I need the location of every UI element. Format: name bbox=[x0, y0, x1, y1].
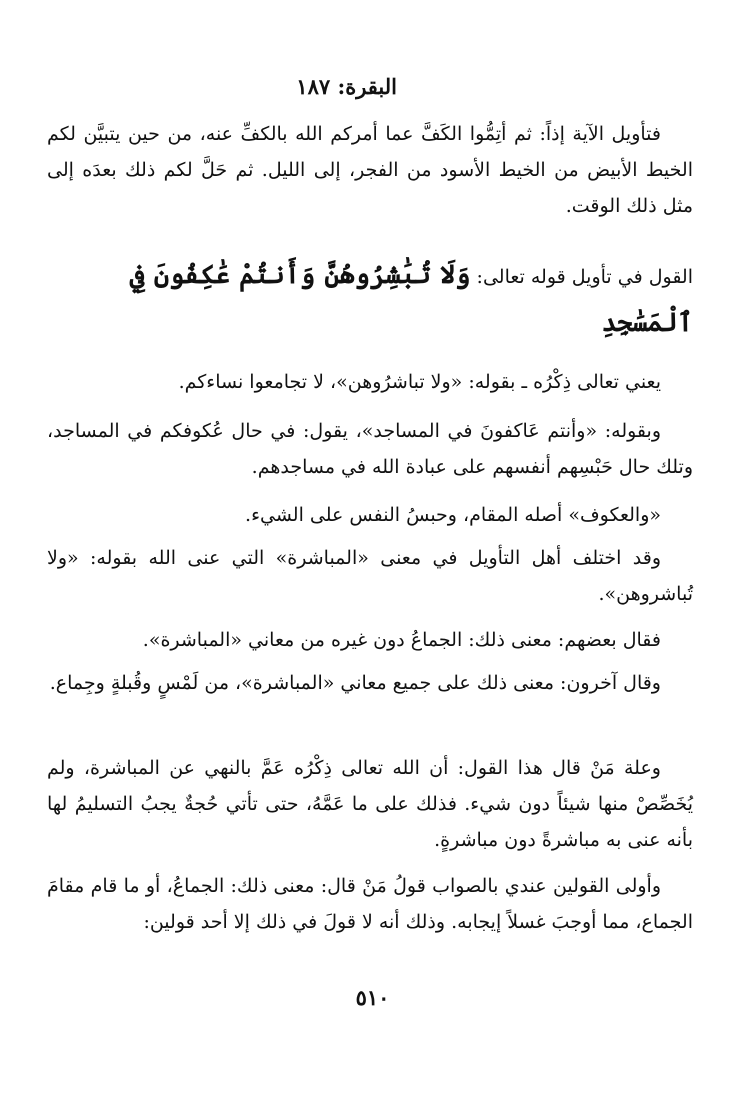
verse-heading-intro: القول في تأويل قوله تعالى: bbox=[476, 266, 693, 288]
paragraph-interpretation: فتأويل الآية إذاً: ثم أتِمُّوا الكَفَّ عما أمركم الله بالكفِّ عنه، من حين يتبيَّن لكم الخيط الأبيض من الخيط الأسود من الفجر، إلى الليل. ثم حَلَّ لكم ذلك بعدَه إلى مثل ذلك الوقت. bbox=[47, 123, 693, 217]
paragraph-meaning-1: يعني تعالى ذِكْرُه ـ بقوله: «ولا تباشرُوهن»، لا تجامعوا نساءكم. bbox=[178, 371, 661, 393]
page-number: ٥١٠ bbox=[355, 985, 390, 1010]
paragraph-itikaf: «والعكوف» أصله المقام، وحبسُ النفس على الشيء. bbox=[245, 504, 661, 526]
paragraph-reasoning: وعلة مَنْ قال هذا القول: أن الله تعالى ذِكْرُه عَمَّ بالنهي عن المباشرة، ولم يُخَصِّصْ منها شيئاً دون شيء. فذلك على ما عَمَّهُ، حتى تأتي حُجةٌ يجبُ التسليمُ لها بأنه عنى به مباشرةً دون مباشرةٍ. bbox=[47, 757, 693, 851]
paragraph-opinion-1: فقال بعضهم: معنى ذلك: الجماعُ دون غيره من معاني «المباشرة». bbox=[142, 629, 661, 651]
paragraph-disagreement: وقد اختلف أهل التأويل في معنى «المباشرة» التي عنى الله بقوله: «ولا تُباشروهن». bbox=[47, 547, 693, 605]
paragraph-meaning-2: وبقوله: «وأنتم عَاكفونَ في المساجد»، يقول: في حال عُكوفكم في المساجد، وتلك حال حَبْسِهم أنفسهم على عبادة الله في مساجدهم. bbox=[47, 420, 693, 478]
paragraph-opinion-2: وقال آخرون: معنى ذلك على جميع معاني «المباشرة»، من لَمْسٍ وقُبلةٍ وجِماع. bbox=[49, 672, 661, 694]
page-header: البقرة: ١٨٧ bbox=[296, 74, 397, 99]
paragraph-preferred: وأولى القولين عندي بالصواب قولُ مَنْ قال: معنى ذلك: الجماعُ، أو ما قام مقامَ الجماع، مما أوجبَ غسلاً إيجابه. وذلك أنه لا قولَ في ذلك إلا أحد قولين: bbox=[47, 875, 693, 933]
verse-heading bbox=[47, 252, 693, 348]
quran-verse-text: وَلَا تُبَٰشِرُوهُنَّ وَأَنتُمْ عَٰكِفُونَ فِي ٱلْمَسَٰجِدِ bbox=[129, 260, 693, 338]
